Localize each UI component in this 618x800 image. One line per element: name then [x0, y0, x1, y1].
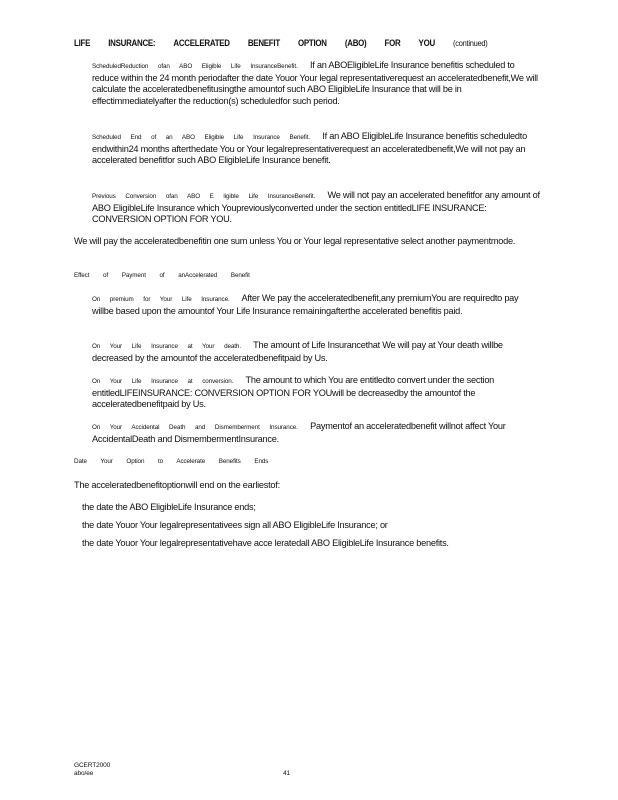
- title-word: LIFE: [74, 38, 91, 48]
- scheduled-reduction-paragraph: [92, 60, 540, 107]
- option-ends-intro: The acceleratedbenefitoptionwill end on the earliestof:: [74, 480, 280, 490]
- paragraph-heading: On Your Accidental Death and Dismemberment Insurance.: [92, 424, 298, 431]
- effect-on-add-paragraph: [92, 421, 540, 445]
- bullet-item: [74, 520, 388, 530]
- title-word: ACCELERATED: [173, 38, 230, 48]
- effect-of-payment-heading: Effect of Payment of anAccelerated Benefit: [74, 272, 250, 279]
- effect-at-conversion-paragraph: [92, 375, 540, 411]
- paragraph-heading: Scheduled End of an ABO Eligible Life Insurance Benefit.: [92, 134, 311, 141]
- title-continued: (continued): [453, 38, 488, 48]
- paragraph-heading: On Your Life Insurance at conversion.: [92, 378, 234, 385]
- paragraph-text: If an ABO EligibleLife Insurance benefitis scheduledto endwithin24 months afterthedate You or Your legalrepresentativerequest an acceleratedbenefit,We will not pay an accelerated benefitfor such ABO EligibleLife Insurance benefit.: [92, 131, 527, 166]
- footer-form-code: [74, 762, 110, 778]
- paragraph-text: The amount of Life Insurancethat We will pay at Your death willbe decreased by the amountof the acceleratedbenefitpaid by Us.: [92, 340, 503, 363]
- paragraph-heading: ScheduledReduction ofan ABO Eligible Life InsuranceBenefit.: [92, 63, 298, 70]
- page-number: 41: [283, 770, 291, 777]
- paragraph-text: After We pay the acceleratedbenefit,any premiumYou are requiredto pay willbe based upon the amountof Your Life Insurance remainingafterthe accelerated benefitis paid.: [92, 293, 519, 316]
- bullet-text: the date Youor Your legalrepresentativees sign all ABO EligibleLife Insurance; or: [82, 520, 388, 530]
- section-code: abo/ee: [74, 770, 94, 777]
- paragraph-heading: On premium for Your Life Insurance.: [92, 296, 230, 303]
- effect-at-death-paragraph: [92, 340, 540, 364]
- form-number: GCERT2000: [74, 762, 111, 769]
- title-word: INSURANCE:: [108, 38, 156, 48]
- scheduled-end-paragraph: [92, 131, 540, 167]
- effect-on-premium-paragraph: [92, 293, 540, 317]
- title-word: OPTION: [297, 38, 327, 48]
- lump-sum-paragraph: We will pay the acceleratedbenefitin one sum unless You or Your legal representative select another paymentmode.: [74, 236, 516, 246]
- paragraph-text: If an ABOEligibleLife Insurance benefitis scheduled to reduce within the 24 month periodafter the date Youor Your legal representativerequest an acceleratedbenefit,We will calculate the acceleratedbenefitusingthe amountof such ABO EligibleLife Insurance that will be in effectimmediatelyafter the reduction(s) scheduledfor such period.: [92, 60, 538, 106]
- bullet-item: [74, 538, 449, 548]
- paragraph-text: The amount to which You are entitledto convert under the section entitledLIFEINSURANCE: CONVERSION OPTION FOR YOUwill be decreasedby the amountof the acceleratedbenefitpaid by Us.: [92, 375, 495, 410]
- title-word: FOR: [384, 38, 401, 48]
- option-ends-heading: Date Your Option to Accelerate Benefits Ends: [74, 458, 269, 465]
- paragraph-text: We will not pay an accelerated benefitfor any amount of ABO EligibleLife Insurance which Youpreviouslyconverted under the section entitledLIFE INSURANCE: CONVERSION OPTION FOR YOU.: [92, 190, 540, 225]
- title-word: (ABO): [344, 38, 367, 48]
- previous-conversion-paragraph: [92, 190, 540, 226]
- section-title: [74, 38, 488, 48]
- title-word: BENEFIT: [247, 38, 280, 48]
- bullet-text: the date Youor Your legalrepresentativehave acce leratedall ABO EligibleLife Insurance benefits.: [82, 538, 449, 548]
- paragraph-text: Paymentof an acceleratedbenefit willnot affect Your AccidentalDeath and DismembermentInsurance.: [92, 421, 506, 444]
- bullet-text: the date the ABO EligibleLife Insurance ends;: [82, 502, 256, 512]
- title-word: YOU: [418, 38, 435, 48]
- paragraph-heading: On Your Life Insurance at Your death.: [92, 343, 241, 350]
- paragraph-heading: Previous Conversion ofan ABO E ligible Life InsuranceBenefit.: [92, 193, 316, 200]
- bullet-item: [74, 502, 256, 512]
